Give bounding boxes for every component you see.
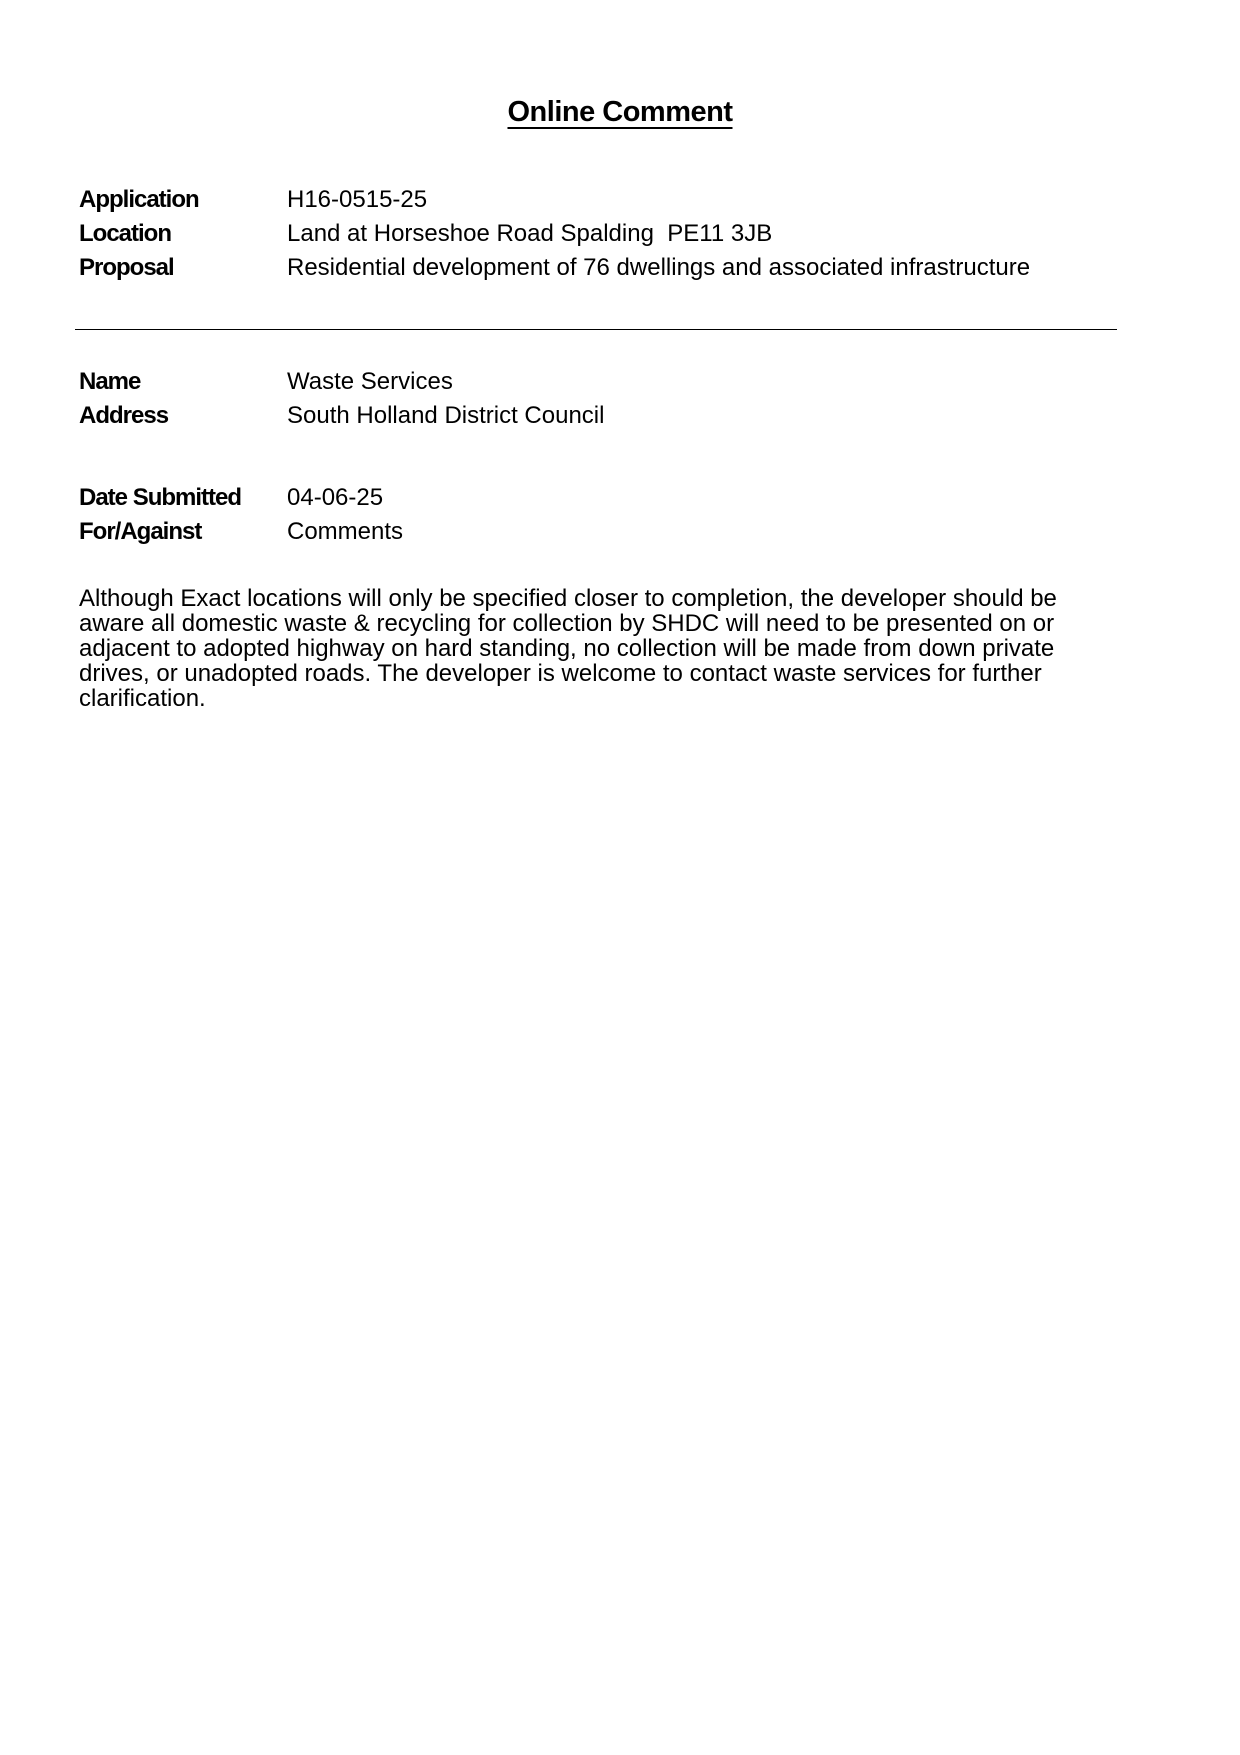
name-value: Waste Services [287, 368, 453, 395]
proposal-label: Proposal [79, 254, 174, 281]
location-label: Location [79, 220, 171, 247]
date-submitted-value: 04-06-25 [287, 484, 384, 511]
page-title [0, 96, 1240, 129]
address-label: Address [79, 402, 169, 429]
comment-text: Although Exact locations will only be specified closer to completion, the developer should be aware all domestic waste & recycling for collection by SHDC will need to be presented on or adjacent to adopted highway on hard standing, no collection will be made from down private drives, or unadopted roads. The developer is welcome to contact waste services for further clarification. [79, 585, 1057, 712]
name-label: Name [79, 368, 141, 395]
location-value: Land at Horseshoe Road Spalding PE11 3JB [287, 220, 773, 247]
application-value: H16-0515-25 [287, 186, 428, 213]
application-label: Application [79, 186, 199, 213]
section-divider [75, 329, 1117, 330]
page-title-text: Online Comment [507, 96, 733, 128]
date-submitted-label: Date Submitted [79, 484, 242, 511]
for-against-value: Comments [287, 518, 404, 545]
for-against-label: For/Against [79, 518, 202, 545]
address-value: South Holland District Council [287, 402, 605, 429]
proposal-value: Residential development of 76 dwellings and associated infrastructure [287, 254, 1031, 281]
